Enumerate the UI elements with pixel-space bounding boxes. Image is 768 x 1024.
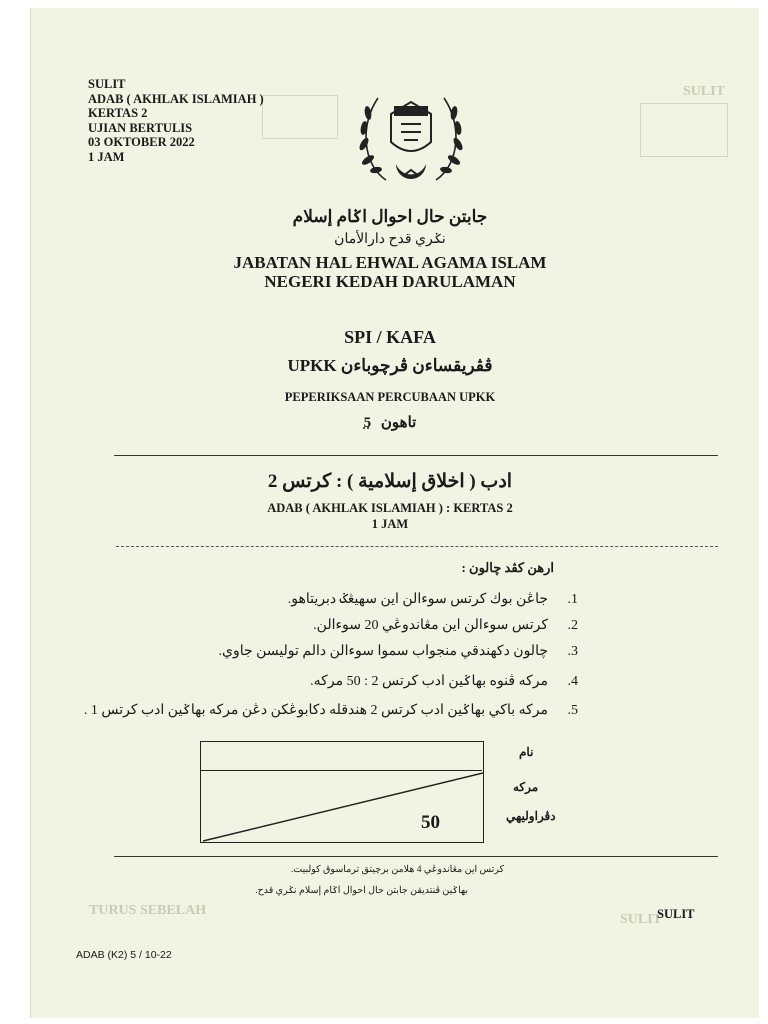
exam-title: PEPERIKSAAN PERCUBAAN UPKK — [284, 390, 496, 404]
bleed-through-box-right — [640, 103, 728, 157]
paper-title-latin: ADAB ( AKHLAK ISLAMIAH ) : KERTAS 2 — [267, 501, 513, 515]
name-label: نام — [519, 745, 534, 759]
marks-label: مركه — [513, 780, 539, 794]
instruction-text: جاڠن بوك كرتس سوءالن اين سهيڠݢ دبريتاهو. — [287, 592, 548, 607]
page-count-note: كرتس اين مڠاندوڠي 4 هلامن برچيتق ترماسوق كولبيت. — [290, 865, 504, 875]
total-marks: 50 — [421, 812, 440, 833]
exam-duration: 1 JAM — [88, 149, 125, 164]
copyright-note: بهاݢين ڤنتديقن جابتن حال احوال اݢام إسلام نݢري قدح. — [255, 886, 468, 896]
classification-label: SULIT — [88, 77, 126, 91]
subject-label: ADAB ( AKHLAK ISLAMIAH ) — [88, 91, 264, 106]
instructions-heading: ارهن كڤد چالون : — [461, 560, 554, 575]
upkk-heading — [160, 356, 620, 376]
instruction-text: مركه ڤنوه بهاݢين ادب كرتس 2 : 50 مركه. — [310, 674, 548, 689]
year-label: تاهون — [380, 415, 417, 431]
exam-type-label: UJIAN BERTULIS — [88, 120, 193, 135]
bleed-through-box — [262, 95, 338, 139]
instruction-text: مركه باكي بهاݢين ادب كرتس 2 هندقله دكابوڠكن دڠن مركه بهاݢين ادب كرتس 1 . — [83, 703, 548, 718]
exam-header-info — [88, 77, 264, 164]
instruction-item — [310, 673, 578, 690]
instruction-item — [84, 702, 578, 719]
footer-classification: SULIT — [657, 907, 695, 921]
department-name — [160, 253, 620, 291]
instruction-item — [313, 617, 578, 634]
bleed-through-sulit-top: SULIT — [683, 84, 726, 99]
programme-label: SPI / KAFA — [344, 327, 436, 347]
marks-obtained-label: دڤراوليهي — [506, 809, 556, 823]
department-name-line-2: NEGERI KEDAH DARULAMAN — [264, 272, 516, 291]
instruction-item — [219, 643, 578, 660]
instruction-number: 2. — [567, 618, 578, 633]
instruction-item — [288, 591, 578, 608]
instruction-text: كرتس سوءالن اين مڠاندوڠي 20 سوءالن. — [313, 618, 548, 633]
bleed-through-sulit-bottom: SULIT — [620, 912, 663, 927]
paper-code: ADAB (K2) 5 / 10-22 — [76, 949, 172, 961]
divider-top — [114, 455, 718, 456]
candidate-score-box — [200, 741, 484, 843]
instruction-number: 4. — [567, 674, 578, 689]
paper-label: KERTAS 2 — [88, 106, 148, 120]
upkk-latin: UPKK — [287, 356, 337, 375]
instruction-number: 1. — [567, 592, 578, 607]
department-jawi-state: نݢري قدح دارالأمان — [334, 232, 446, 247]
bleed-through-turus-sebelah: TURUS SEBELAH — [89, 903, 207, 918]
paper-duration: 1 JAM — [371, 517, 409, 531]
year-value: 5 — [363, 415, 372, 431]
state-crest-icon — [356, 84, 466, 192]
upkk-jawi: ڤڤريقساءن ڤرچوباءن — [340, 356, 493, 375]
divider-bottom — [114, 856, 718, 857]
instruction-number: 3. — [567, 644, 578, 659]
exam-date: 03 OKTOBER 2022 — [88, 135, 195, 149]
score-box-diagonal — [201, 771, 483, 843]
year-line — [160, 413, 620, 432]
paper-title-jawi: ادب ( اخلاق إسلامية ) : كرتس 2 — [267, 471, 513, 492]
instruction-number: 5. — [567, 703, 578, 718]
department-jawi-name: جابتن حال احوال اݢام إسلام — [292, 207, 488, 226]
instruction-text: چالون دكهندقي منجواب سموا سوءالن دالم توليسن جاوي. — [218, 644, 548, 659]
department-name-line-1: JABATAN HAL EHWAL AGAMA ISLAM — [233, 253, 547, 272]
divider-dashed — [116, 546, 718, 547]
